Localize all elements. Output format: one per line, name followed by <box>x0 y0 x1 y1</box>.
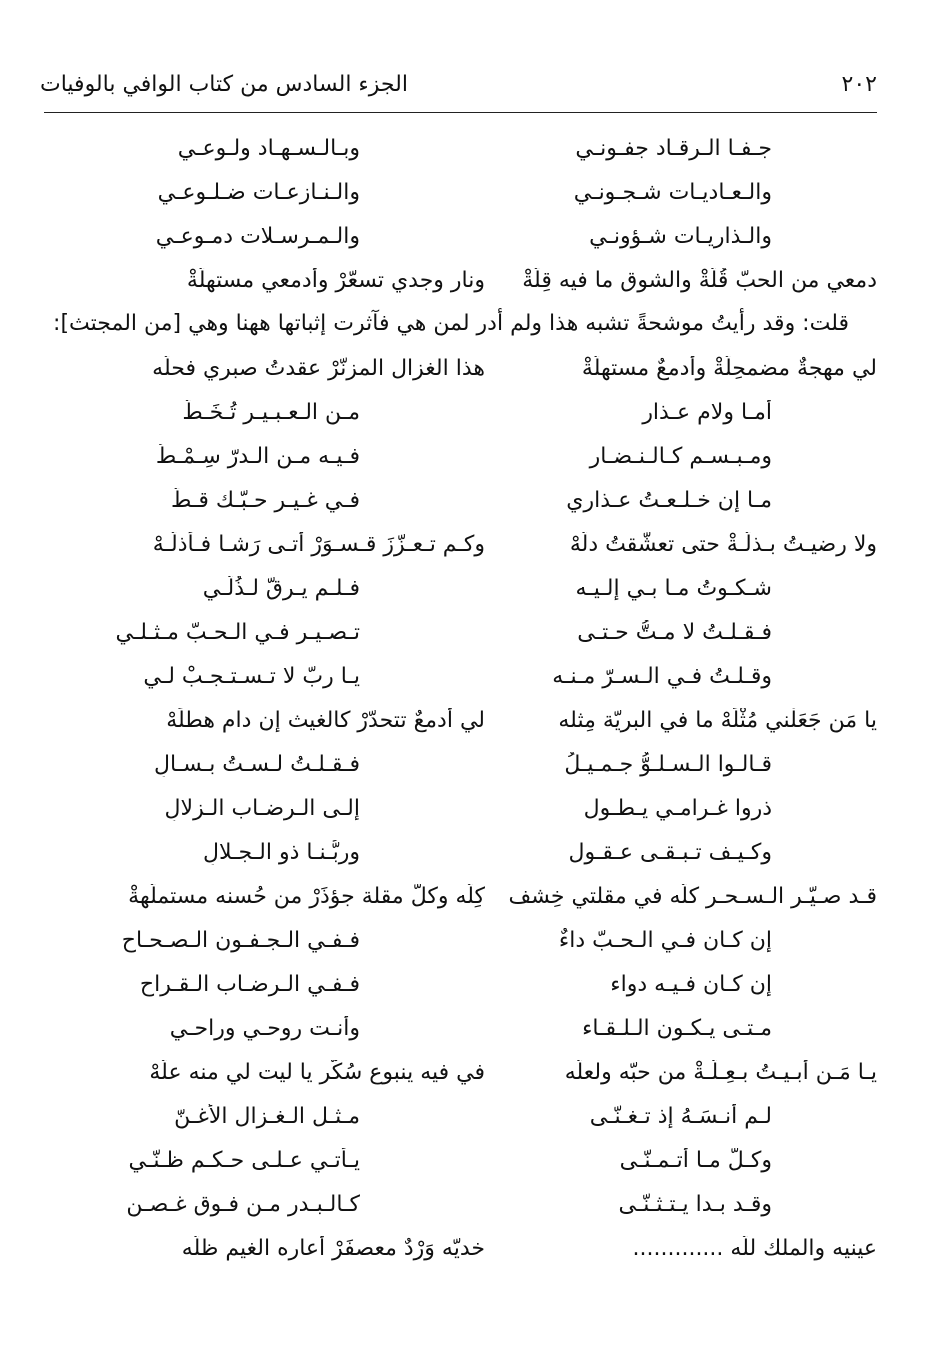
verse-line <box>44 390 877 434</box>
verse-second-hemistich: والـنـازعـات ضـلـوعـي <box>157 179 360 205</box>
verse-first-hemistich: وكـيـف تـبـقـى عـقـول <box>568 839 772 865</box>
verse-line <box>44 654 877 698</box>
verse-first-hemistich: قـالـوا الـسـلـوُّ جـمـيـلُ <box>564 751 772 777</box>
verse-first-hemistich: والـعـاديـات شـجـونـي <box>573 179 772 205</box>
verse-first-hemistich: مـتـى يـكـون الـلـقـاء <box>582 1015 772 1041</box>
verse-line <box>44 918 877 962</box>
verse-first-hemistich: عينيه والملك للّه ............. <box>632 1235 877 1261</box>
verse-first-hemistich: يا مَن جَعَلْني مُثْلَهْ ما في البريّة مِثله <box>558 707 877 733</box>
verse-first-hemistich: أمـا ولام عـذارِ <box>642 399 772 425</box>
verse-second-hemistich: يـأتـي عـلـى حـكـم ظـنّـي <box>128 1147 360 1173</box>
verse-second-hemistich: وبـالـسـهـاد ولـوعـي <box>177 135 360 161</box>
verse-line <box>44 962 877 1006</box>
verse-line <box>44 478 877 522</box>
verse-line <box>44 742 877 786</box>
verse-second-hemistich: وأنـت روحـي وراحـي <box>169 1015 360 1041</box>
page-number: ٢٠٢ <box>841 71 877 97</box>
verse-line <box>44 566 877 610</box>
verse-first-hemistich: إن كـان فـيـه دواء <box>610 971 772 997</box>
verse-line-refrain <box>44 1226 877 1270</box>
verse-second-hemistich: إلـى الـرضـاب الـزلالِ <box>164 795 360 821</box>
verse-second-hemistich: وربُّـنـا ذو الـجـلالِ <box>202 839 360 865</box>
verse-line <box>44 1006 877 1050</box>
verse-line-refrain <box>44 346 877 390</box>
verse-second-hemistich: مـثـل الـغـزال الأغـنّ <box>174 1103 360 1129</box>
verse-line <box>44 170 877 214</box>
verse-second-hemistich: لي أدمعٌ تتحدّرْ كالغيث إن دام هطلَهْ <box>166 707 485 733</box>
verse-first-hemistich: ومـبـسـم كـالـنـضـار <box>589 443 772 469</box>
verse-first-hemistich: ولا رضيـتُ بـذلّـةْ حتى تعشّقتُ دلّهْ <box>569 531 877 557</box>
verse-first-hemistich: دمعي من الحبّ قُلّةْ والشوق ما فيه قِلّةْ <box>522 267 877 293</box>
verse-second-hemistich: فـفـي الـجـفـون الـصـحـاح <box>121 927 360 953</box>
prose-text: قلت: وقد رأيتُ موشحةً تشبه هذا ولم أدر لمن هي فآثرت إثباتها ههنا وهي [من المجتث]: <box>53 311 849 336</box>
verse-line <box>44 1182 877 1226</box>
verse-second-hemistich: يـا ربّ لا تـسـتـجـبْ لـي <box>143 663 360 689</box>
verse-first-hemistich: وقـلـتُ فـي الـسـرّ مـنـه <box>552 663 772 689</box>
verse-second-hemistich: فـلـم يـرقّ لـذُلّـي <box>202 575 360 601</box>
verse-second-hemistich: كِلّه وكلُّ مقلة جؤذَرْ من حُسنه مستملّهةْ <box>128 883 485 909</box>
verse-second-hemistich: فـفـي الـرضـاب الـقـراح <box>139 971 360 997</box>
muwashshah-poem <box>44 346 877 1270</box>
verse-first-hemistich: لي مهجةٌ مضمحِلّةْ وأدمعٌ مستهلّةْ <box>581 355 877 381</box>
verse-first-hemistich: شـكـوتُ مـا بـي إلـيـه <box>575 575 772 601</box>
verse-first-hemistich: ذروا غـرامـي يـطـول <box>583 795 772 821</box>
verse-second-hemistich: وكـم تـعـزّزَ قـسـوَرْ أتـى رَشـا فـأذلّـهْ <box>152 531 485 557</box>
verse-line <box>44 214 877 258</box>
verse-first-hemistich: يـا مَـن أبـيـتُ بـعِـلّـةْ من حبّه ولعلّه <box>564 1059 877 1085</box>
verse-second-hemistich: تـصـيـر فـي الـحـبّ مـثـلـي <box>115 619 360 645</box>
verse-second-hemistich: فـيـه مـن الـدرّ سِـمْـطُ <box>155 443 360 469</box>
verse-second-hemistich: ونار وجدي تسعّرْ وأدمعي مستهلّةْ <box>186 267 485 293</box>
verse-second-hemistich: فـقـلـتُ لـسـتُ بـسـالِ <box>153 751 360 777</box>
header-rule <box>44 112 877 113</box>
verse-line <box>44 1094 877 1138</box>
verse-line <box>44 786 877 830</box>
verse-first-hemistich: لـم أنـسَـهُ إذ تـغـنّـى <box>589 1103 772 1129</box>
verse-first-hemistich: وقـد بـدا يـتـثـنّـى <box>618 1191 772 1217</box>
verse-line-refrain <box>44 1050 877 1094</box>
verse-second-hemistich: في فيه ينبوع سُكّرِ يا ليت لي منه علّهْ <box>149 1059 485 1085</box>
verse-line <box>44 1138 877 1182</box>
verse-line <box>44 830 877 874</box>
verse-second-hemistich: فـي غـيـر حـبّـك قـطُّ <box>171 487 360 513</box>
verse-line <box>44 610 877 654</box>
verse-first-hemistich: فـقـلـتُ لا مـتُّ حـتـى <box>577 619 772 645</box>
verse-second-hemistich: خديّه وَرْدٌ معصفَرْ أعاره الغيم ظلّه <box>181 1235 485 1261</box>
verse-first-hemistich: والـذاريـات شـؤونـي <box>589 223 772 249</box>
verse-second-hemistich: مـن الـعـبـيـر تُـخَـطُّ <box>182 399 360 425</box>
verse-line-refrain <box>44 258 877 302</box>
verse-line-refrain <box>44 698 877 742</box>
verse-first-hemistich: جـفـا الـرقـاد جفـونـي <box>575 135 772 161</box>
verse-second-hemistich: والـمـرسـلات دمـوعـي <box>155 223 360 249</box>
page-header <box>40 62 877 106</box>
verse-first-hemistich: مـا إن خـلـعـتُ عـذاري <box>566 487 772 513</box>
verse-second-hemistich: هذا الغزال المزنّرْ عقدتُ صبري فحلّه <box>152 355 485 381</box>
verse-second-hemistich: كـالـبـدر مـن فـوق غـصـن <box>126 1191 360 1217</box>
page-body <box>44 126 877 1270</box>
verse-first-hemistich: إن كـان فـي الـحـبّ داءٌ <box>558 927 772 953</box>
verse-line-refrain <box>44 874 877 918</box>
verse-line-refrain <box>44 522 877 566</box>
verse-line <box>44 126 877 170</box>
prose-paragraph <box>44 302 877 346</box>
running-title: الجزء السادس من كتاب الوافي بالوفيات <box>40 71 408 97</box>
verse-first-hemistich: وكـلّ مـا أتـمـنّـى <box>619 1147 772 1173</box>
verse-first-hemistich: قـد صـيّـر الـسـحـر كلّه في مقلتي خِشف <box>508 883 877 909</box>
verse-line <box>44 434 877 478</box>
